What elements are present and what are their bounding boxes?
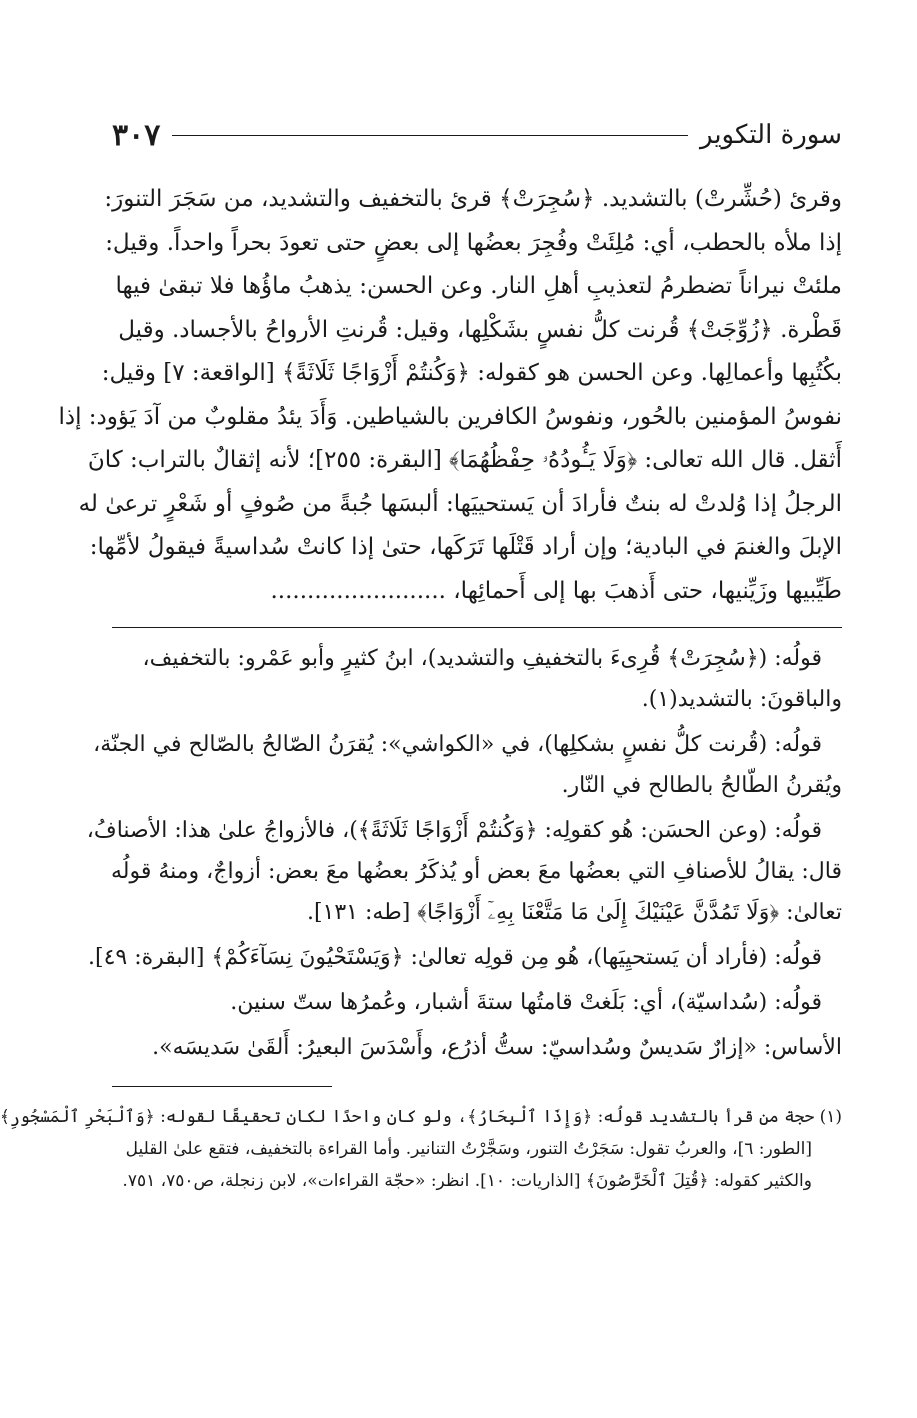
commentary-paragraph — [112, 1027, 842, 1068]
main-text-line: ملئتْ نيراناً تضطرمُ لتعذيبِ أهلِ النار. وعن الحسن: يذهبُ ماؤُها فلا تبقىٰ فيها — [115, 273, 842, 299]
commentary-line: قولُه: (﴿سُجِرَتْ﴾ قُرِىءَ بالتخفيفِ والتشديد)، ابنُ كثيرٍ وأبو عَمْرو: بالتخفيف، — [142, 646, 822, 671]
footnote-line: [الطور: ٦]، والعربُ تقول: سَجَرْتُ التنور، وسَجَّرْتُ التنانير. وأما القراءة بالتخفيف، فتقع علىٰ القليل — [125, 1139, 812, 1159]
commentary-line: ويُقرنُ الطّالحُ بالطالح في النّار. — [561, 773, 842, 798]
commentary — [86, 638, 842, 1068]
header-rule — [172, 135, 688, 136]
main-text-line: بكُتُبِها وأعمالِها. وعن الحسن هو كقوله: ﴿وَكُنتُمْ أَزْوَاجًا ثَلَاثَةً﴾ [الواقعة: ٧] وقيل: — [101, 360, 842, 386]
main-text-line: نفوسُ المؤمنين بالحُور، ونفوسُ الكافرين بالشياطين. وَأَدَ يئدُ مقلوبٌ من آدَ يَؤود: إذا — [58, 403, 842, 430]
main-text-line: طَيِّبيها وزَيِّنيها، حتى أَذهبَ بها إلى أَحمائِها، ........................ — [270, 577, 842, 604]
main-text-line: قَطْرة. ﴿زُوِّجَتْ﴾ قُرنت كلُّ نفسٍ بشَكْلِها، وقيل: قُرنتِ الأرواحُ بالأجساد. وقيل — [118, 316, 842, 343]
main-text-line: إذا ملأه بالحطب، أي: مُلِئَتْ وفُجِرَ بعضُها إلى بعضٍ حتى تعودَ بحراً واحداً. وقيل: — [105, 229, 842, 256]
commentary-line: قولُه: (فأراد أن يَستحيِيَها)، هُو مِن قولِه تعالىٰ: ﴿وَيَسْتَحْيُونَ نِسَآءَكُمْ﴾ [البقرة: ٤٩]. — [87, 945, 822, 970]
commentary-paragraph — [93, 724, 842, 806]
footnotes — [0, 1101, 842, 1197]
commentary-line: قولُه: (وعن الحسَن: هُو كقولِه: ﴿وَكُنتُمْ أَزْوَاجًا ثَلَاثَةً﴾)، فالأزواجُ علىٰ هذا: الأصنافُ، — [86, 818, 822, 843]
main-text-line: الإبلَ والغنمَ في البادية؛ وإن أراد قَتْلَها تَرَكَها، حتىٰ إذا كانتْ سُداسيةً فيقولُ لأمِّها: — [89, 534, 842, 560]
footnote-line: (١) حجة من قرأ بالتشديد قولُه: ﴿وَإِذَا ٱلْبِحَارُ﴾، ولو كان واحدًا لكان تحقيقًا لقوله: ﴿وَٱلْبَحْرِ ٱلْمَسْجُورِ﴾ — [0, 1107, 842, 1127]
commentary-line: والباقونَ: بالتشديد(١). — [641, 687, 842, 712]
main-text-line: أَثقل. قال الله تعالى: ﴿وَلَا يَـُٔودُهُۥ حِفْظُهُمَا﴾ [البقرة: ٢٥٥]؛ لأنه إثقالٌ بالتراب: كانَ — [87, 447, 842, 473]
commentary-line: الأساس: «إزارٌ سَديسٌ وسُداسيّ: ستُّ أذرُع، وأَسْدَسَ البعيرُ: أَلقَىٰ سَديسَه». — [152, 1035, 842, 1060]
page-number: ٣٠٧ — [112, 117, 161, 153]
main-text-line: الرجلُ إذا وُلدتْ له بنتٌ فأرادَ أن يَستحييَها: ألبسَها جُبةً من صُوفٍ أو شَعْرٍ ترعىٰ له — [78, 490, 842, 517]
main-text-line: وقرئ (حُشِّرتْ) بالتشديد. ﴿سُجِرَتْ﴾ قرئ بالتخفيف والتشديد، من سَجَرَ التنورَ: — [104, 186, 842, 212]
page-header — [112, 110, 842, 160]
commentary-paragraph — [112, 982, 842, 1023]
page — [0, 110, 842, 1310]
commentary-line: قولُه: (سُداسيّة)، أي: بَلَغتْ قامتُها ستةَ أشبار، وعُمرُها ستّ سنين. — [230, 990, 822, 1015]
commentary-paragraph — [86, 810, 842, 933]
commentary-paragraph — [87, 937, 842, 978]
commentary-line: قولُه: (قُرنت كلُّ نفسٍ بشكلِها)، في «الكواشي»: يُقرَنُ الصّالحُ بالصّالح في الجنّة، — [93, 732, 822, 757]
footnote-divider — [112, 1086, 332, 1087]
running-title: سورة التكوير — [699, 120, 842, 150]
commentary-paragraph — [112, 638, 842, 720]
section-divider — [112, 627, 842, 628]
footnote-line: والكثير كقوله: ﴿قُتِلَ ٱلْخَرَّٰصُونَ﴾ [الذاريات: ١٠]. انظر: «حجّة القراءات»، لابن زنجلة، ص٧٥٠، ٧٥١. — [122, 1171, 812, 1191]
commentary-line: قال: يقالُ للأصنافِ التي بعضُها معَ بعض أو يُذكَرُ بعضُها معَ بعض: أزواجٌ، ومنهُ قولُه — [110, 859, 842, 884]
main-text — [58, 178, 842, 613]
commentary-line: تعالىٰ: ﴿وَلَا تَمُدَّنَّ عَيْنَيْكَ إِلَىٰ مَا مَتَّعْنَا بِهِۦٓ أَزْوَاجًا﴾ [طه: ١٣١]. — [306, 900, 842, 925]
